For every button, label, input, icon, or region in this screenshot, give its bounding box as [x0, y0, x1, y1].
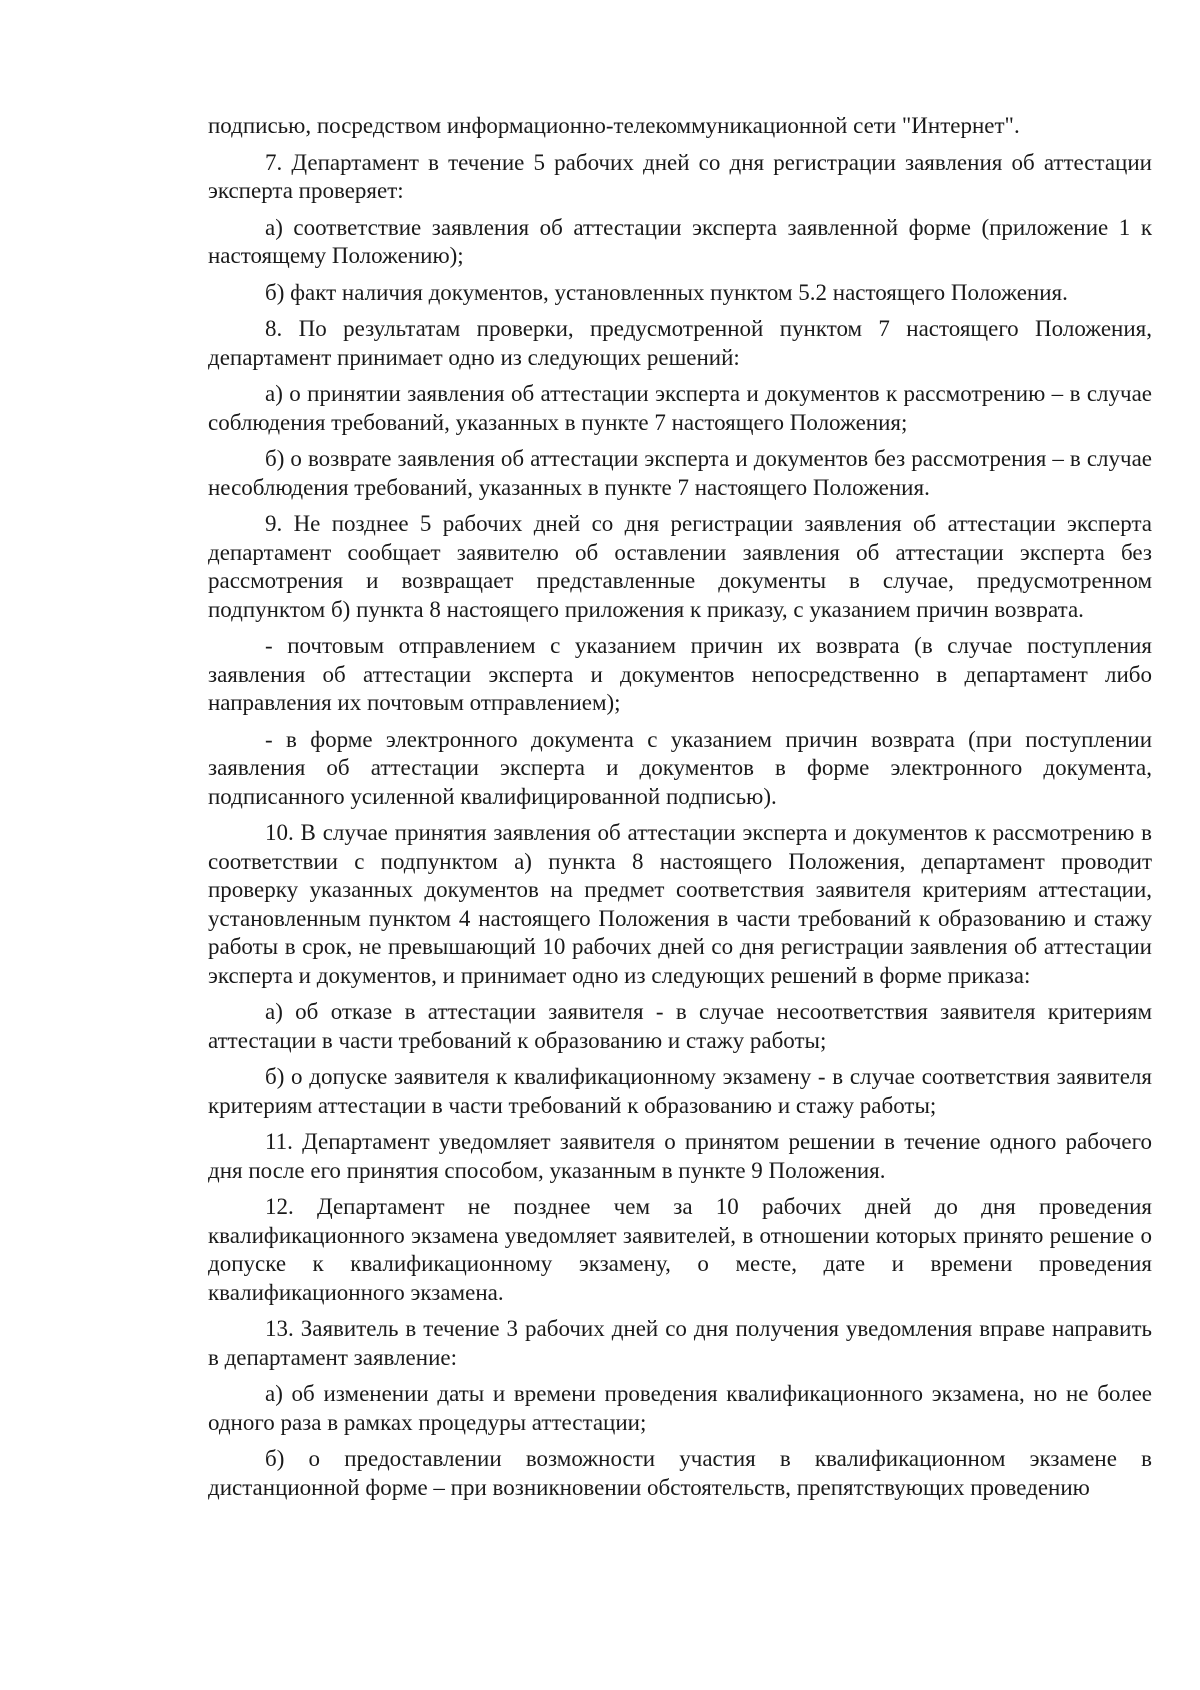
document-body: [208, 112, 1152, 1510]
paragraph-item-7b: б) факт наличия документов, установленных пунктом 5.2 настоящего Положения.: [265, 279, 1068, 305]
paragraph-item-7a: а) соответствие заявления об аттестации эксперта заявленной форме (приложение 1 к настоящему Положению);: [208, 214, 1152, 268]
paragraph-item-13a: а) об изменении даты и времени проведения квалификационного экзамена, но не более одного раза в рамках процедуры аттестации;: [208, 1381, 1152, 1435]
paragraph-item-10b: б) о допуске заявителя к квалификационному экзамену - в случае соответствия заявителя критериям аттестации в части требований к образованию и стажу работы;: [208, 1064, 1152, 1118]
paragraph-item-7: 7. Департамент в течение 5 рабочих дней со дня регистрации заявления об аттестации эксперта проверяет:: [208, 149, 1152, 203]
paragraph-item-8a: а) о принятии заявления об аттестации эксперта и документов к рассмотрению – в случае соблюдения требований, указанных в пункте 7 настоящего Положения;: [208, 381, 1152, 435]
paragraph-item-12: 12. Департамент не позднее чем за 10 рабочих дней до дня проведения квалификационного экзамена уведомляет заявителей, в отношении которых принято решение о допуске к квалификационному экзамену, о месте, дате и времени проведения квалификационного экзамена.: [208, 1194, 1152, 1305]
paragraph-item-13b: б) о предоставлении возможности участия в квалификационном экзамене в дистанционной форме – при возникновении обстоятельств, препятствующих проведению: [208, 1446, 1152, 1500]
paragraph-item-9-postal: - почтовым отправлением с указанием причин их возврата (в случае поступления заявления об аттестации эксперта и документов непосредственно в департамент либо направления их почтовым отправлением);: [208, 633, 1152, 715]
paragraph-item-10a: а) об отказе в аттестации заявителя - в случае несоответствия заявителя критериям аттестации в части требований к образованию и стажу работы;: [208, 999, 1152, 1053]
paragraph-item-10: 10. В случае принятия заявления об аттестации эксперта и документов к рассмотрению в соответствии с подпунктом а) пункта 8 настоящего Положения, департамент проводит проверку указанных документов на предмет соответствия заявителя критериям аттестации, установленным пунктом 4 настоящего Положения в части требований к образованию и стажу работы в срок, не превышающий 10 рабочих дней со дня регистрации заявления об аттестации эксперта и документов, и принимает одно из следующих решений в форме приказа:: [208, 820, 1152, 988]
paragraph-item-13: 13. Заявитель в течение 3 рабочих дней со дня получения уведомления вправе направить в департамент заявление:: [208, 1316, 1152, 1370]
paragraph-item-8: 8. По результатам проверки, предусмотренной пунктом 7 настоящего Положения, департамент принимает одно из следующих решений:: [208, 316, 1152, 370]
paragraph-item-8b: б) о возврате заявления об аттестации эксперта и документов без рассмотрения – в случае несоблюдения требований, указанных в пункте 7 настоящего Положения.: [208, 446, 1152, 500]
paragraph-continuation: подписью, посредством информационно-телекоммуникационной сети "Интернет".: [208, 113, 1020, 138]
paragraph-item-11: 11. Департамент уведомляет заявителя о принятом решении в течение одного рабочего дня после его принятия способом, указанным в пункте 9 Положения.: [208, 1129, 1152, 1183]
paragraph-item-9-electronic: - в форме электронного документа с указанием причин возврата (при поступлении заявления об аттестации эксперта и документов в форме электронного документа, подписанного усиленной квалифицированной подписью).: [208, 726, 1152, 809]
paragraph-item-9: 9. Не позднее 5 рабочих дней со дня регистрации заявления об аттестации эксперта департамент сообщает заявителю об оставлении заявления об аттестации эксперта без рассмотрения и возвращает представленные документы в случае, предусмотренном подпунктом б) пункта 8 настоящего приложения к приказу, с указанием причин возврата.: [208, 511, 1152, 622]
